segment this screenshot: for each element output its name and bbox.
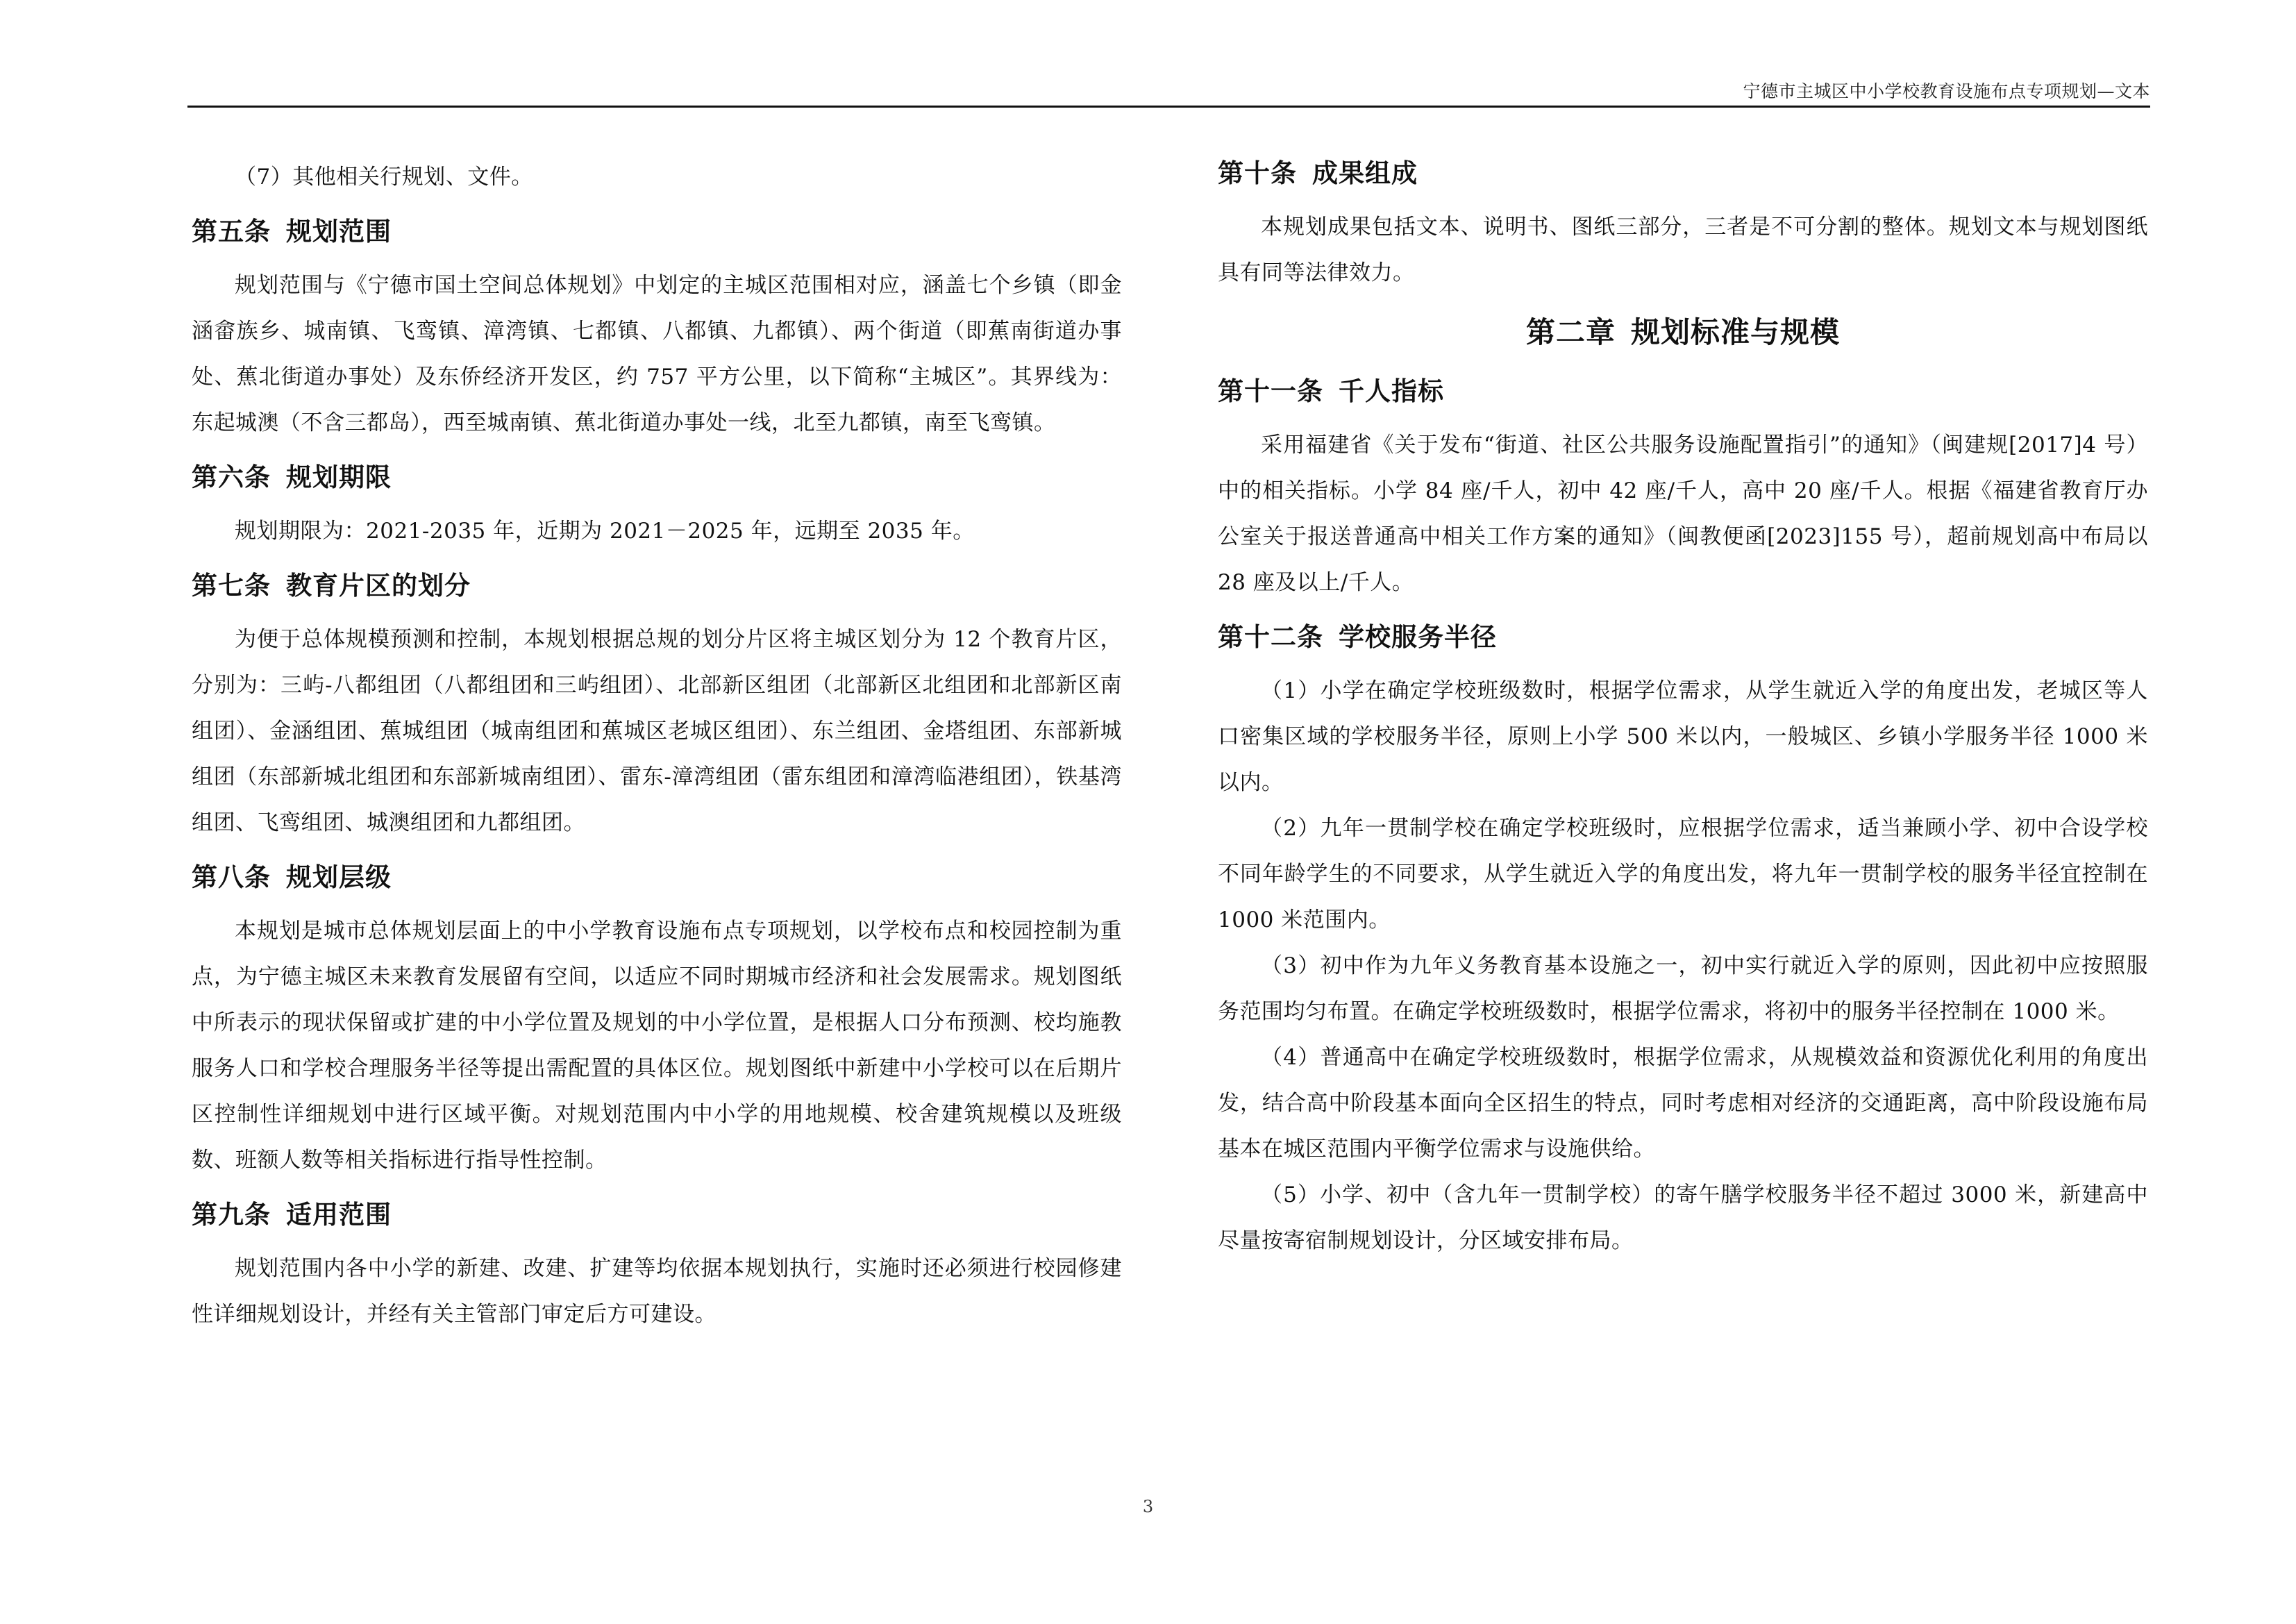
- article-10-number: 第十条: [1218, 158, 1297, 188]
- article-10-text: 本规划成果包括文本、说明书、图纸三部分，三者是不可分割的整体。规划文本与规划图纸具有同等法律效力。: [1218, 215, 2148, 285]
- article-5-text: 规划范围与《宁德市国土空间总体规划》中划定的主城区范围相对应，涵盖七个乡镇（即金涵畲族乡、城南镇、飞鸾镇、漳湾镇、七都镇、八都镇、九都镇）、两个街道（即蕉南街道办事处、蕉北街道办事处）及东侨经济开发区，约 757 平方公里，以下简称“主城区”。其界线为：东起城澳（不含三都岛），西至城南镇、蕉北街道办事处一线，北至九都镇，南至飞鸾镇。: [192, 273, 1122, 435]
- article-12-title: 学校服务半径: [1339, 622, 1497, 652]
- page-number: 3: [1142, 1497, 1154, 1516]
- article-9-heading: [192, 1196, 1122, 1234]
- chapter-2-heading: [1218, 308, 2148, 357]
- running-header-title: 宁德市主城区中小学校教育设施布点专项规划—文本: [1743, 81, 2150, 101]
- article-11-text: 采用福建省《关于发布“街道、社区公共服务设施配置指引”的通知》（闽建规[2017]4 号）中的相关指标。小学 84 座/千人，初中 42 座/千人，高中 20 座/千人。根据《福建省教育厅办公室关于报送普通高中相关工作方案的通知》（闽教便函[2023]155 号），超前规划高中布局以 28 座及以上/千人。: [1218, 433, 2148, 595]
- article-12-item: （5）小学、初中（含九年一贯制学校）的寄午膳学校服务半径不超过 3000 米，新建高中尽量按寄宿制规划设计，分区域安排布局。: [1218, 1182, 2148, 1253]
- article-12-item: （2）九年一贯制学校在确定学校班级时，应根据学位需求，适当兼顾小学、初中合设学校不同年龄学生的不同要求，从学生就近入学的角度出发，将九年一贯制学校的服务半径宜控制在 1000 米范围内。: [1218, 816, 2148, 932]
- article-12-item: （4）普通高中在确定学校班级数时，根据学位需求，从规模效益和资源优化利用的角度出发，结合高中阶段基本面向全区招生的特点，同时考虑相对经济的交通距离，高中阶段设施布局基本在城区范围内平衡学位需求与设施供给。: [1218, 1045, 2148, 1162]
- article-7-text: 为便于总体规模预测和控制，本规划根据总规的划分片区将主城区划分为 12 个教育片区，分别为：三屿-八都组团（八都组团和三屿组团）、北部新区组团（北部新区北组团和北部新区南组团）、金涵组团、蕉城组团（城南组团和蕉城区老城区组团）、东兰组团、金塔组团、东部新城组团（东部新城北组团和东部新城南组团）、雷东-漳湾组团（雷东组团和漳湾临港组团），铁基湾组团、飞鸾组团、城澳组团和九都组团。: [192, 627, 1122, 835]
- article-6-number: 第六条: [192, 462, 271, 492]
- article-8-title: 规划层级: [286, 862, 392, 892]
- article-12-item: （1）小学在确定学校班级数时，根据学位需求，从学生就近入学的角度出发，老城区等人口密集区域的学校服务半径，原则上小学 500 米以内，一般城区、乡镇小学服务半径 1000 米以内。: [1218, 678, 2148, 795]
- right-column: [1218, 154, 2148, 1264]
- article-8-heading: [192, 858, 1122, 897]
- chapter-2-number: 第二章: [1525, 315, 1616, 349]
- article-7-number: 第七条: [192, 571, 271, 601]
- article-8-text: 本规划是城市总体规划层面上的中小学教育设施布点专项规划，以学校布点和校园控制为重点，为宁德主城区未来教育发展留有空间，以适应不同时期城市经济和社会发展需求。规划图纸中所表示的现状保留或扩建的中小学位置及规划的中小学位置，是根据人口分布预测、校均施教服务人口和学校合理服务半径等提出需配置的具体区位。规划图纸中新建中小学校可以在后期片区控制性详细规划中进行区域平衡。对规划范围内中小学的用地规模、校舍建筑规模以及班级数、班额人数等相关指标进行指导性控制。: [192, 919, 1122, 1173]
- article-5-number: 第五条: [192, 217, 271, 246]
- article-10-heading: [1218, 154, 2148, 193]
- article-12-number: 第十二条: [1218, 622, 1323, 652]
- article-6-heading: [192, 458, 1122, 497]
- article-6-title: 规划期限: [286, 462, 392, 492]
- article-6-text: 规划期限为：2021-2035 年，近期为 2021－2025 年，远期至 2035 年。: [235, 519, 975, 544]
- article-12-heading: [1218, 618, 2148, 657]
- article-9-text: 规划范围内各中小学的新建、改建、扩建等均依据本规划执行，实施时还必须进行校园修建性详细规划设计，并经有关主管部门审定后方可建设。: [192, 1256, 1122, 1327]
- article-9-number: 第九条: [192, 1200, 271, 1230]
- article-11-title: 千人指标: [1339, 376, 1444, 406]
- article-10-title: 成果组成: [1312, 158, 1418, 188]
- article-11-number: 第十一条: [1218, 376, 1323, 406]
- left-column: [192, 154, 1122, 1350]
- article-9-title: 适用范围: [286, 1200, 392, 1230]
- header-rule: [187, 106, 2150, 108]
- chapter-2-title: 规划标准与规模: [1631, 315, 1841, 349]
- article-7-heading: [192, 567, 1122, 605]
- article-5-heading: [192, 212, 1122, 251]
- article-12-item: （3）初中作为九年义务教育基本设施之一，初中实行就近入学的原则，因此初中应按照服务范围均匀布置。在确定学校班级数时，根据学位需求，将初中的服务半径控制在 1000 米。: [1218, 953, 2148, 1024]
- intro-list-item: （7）其他相关行规划、文件。: [235, 165, 533, 190]
- article-8-number: 第八条: [192, 862, 271, 892]
- article-7-title: 教育片区的划分: [286, 571, 471, 601]
- article-11-heading: [1218, 372, 2148, 411]
- article-5-title: 规划范围: [286, 217, 392, 246]
